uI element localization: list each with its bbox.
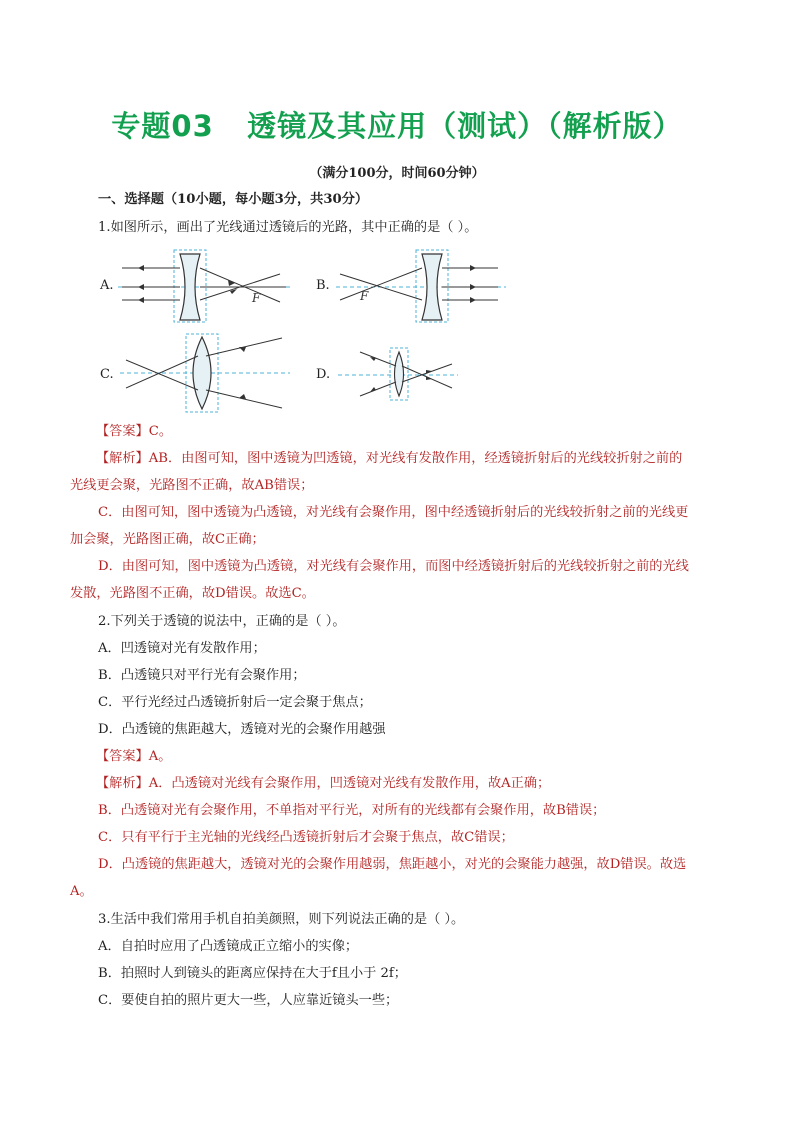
q2-option-c: C．平行光经过凸透镜折射后一定会聚于焦点； (98, 695, 372, 710)
q3-option-c: C．要使自拍的照片更大一些，人应靠近镜头一些； (98, 993, 399, 1008)
q1-analysis-line-1 (96, 449, 682, 469)
fig-c-label: C. (100, 367, 114, 382)
page-subtitle: （满分100分，时间60分钟） (309, 166, 485, 181)
analysis-tag: 【解析】 (96, 776, 149, 791)
q2-analysis-line-4: D．凸透镜的焦距越大，透镜对光的会聚作用越弱，焦距越小，对光的会聚能力越强，故D错误。故选 (98, 857, 687, 872)
answer-tag: 【答案】 (96, 749, 149, 764)
q1-analysis-line-5: D．由图可知，图中透镜为凸透镜，对光线有会聚作用，而图中经透镜折射后的光线较折射之前的光线 (98, 559, 689, 574)
q2-analysis-line-1 (96, 774, 550, 794)
q2-analysis-line-3: C．只有平行于主光轴的光线经凸透镜折射后才会聚于焦点，故C错误； (98, 830, 514, 845)
fig-a-label: A. (100, 278, 114, 293)
q2-analysis-line-5: A。 (70, 884, 93, 899)
answer-tag: 【答案】 (96, 424, 149, 439)
focus-label: F (252, 291, 261, 305)
fig-a-diagram (118, 244, 293, 326)
fig-d-diagram (338, 344, 458, 402)
q3-stem: 3.生活中我们常用手机自拍美颜照，则下列说法正确的是（ ）。 (98, 912, 465, 927)
q1-analysis-line-2: 光线更会聚，光路图不正确，故AB错误； (70, 478, 314, 493)
q1-stem: 1.如图所示，画出了光线通过透镜后的光路，其中正确的是（ ）。 (98, 220, 478, 235)
fig-b-diagram (336, 244, 506, 326)
q2-option-d: D．凸透镜的焦距越大，透镜对光的会聚作用越强 (98, 722, 386, 737)
analysis-text: AB．由图可知，图中透镜为凹透镜，对光线有发散作用，经透镜折射后的光线较折射之前的 (148, 451, 683, 466)
q2-option-a: A．凹透镜对光有发散作用； (98, 641, 266, 656)
q2-answer (96, 747, 171, 767)
fig-c-diagram (120, 332, 290, 414)
q1-analysis-line-4: 加会聚，光路图正确，故C正确； (70, 532, 265, 547)
focus-label-b: F (360, 289, 369, 303)
q3-option-b: B．拍照时人到镜头的距离应保持在大于f且小于 2f； (98, 966, 407, 981)
q1-analysis-line-3: C．由图可知，图中透镜为凸透镜，对光线有会聚作用，图中经透镜折射后的光线较折射之前的光线更 (98, 505, 689, 520)
q1-answer (96, 422, 172, 442)
q2-stem: 2.下列关于透镜的说法中，正确的是（ ）。 (98, 614, 346, 629)
analysis-text: A．凸透镜对光线有会聚作用，凹透镜对光线有发散作用，故A正确； (148, 776, 551, 791)
q2-analysis-line-2: B．凸透镜对光有会聚作用，不单指对平行光，对所有的光线都有会聚作用，故B错误； (98, 803, 606, 818)
q3-option-a: A．自拍时应用了凸透镜成正立缩小的实像； (98, 939, 359, 954)
fig-b-label: B. (316, 278, 330, 293)
page-title: 专题03 透镜及其应用（测试）（解析版） (111, 109, 683, 143)
analysis-tag: 【解析】 (96, 451, 149, 466)
section-heading: 一、选择题（10小题，每小题3分，共30分） (98, 192, 369, 207)
q2-option-b: B．凸透镜只对平行光有会聚作用； (98, 668, 306, 683)
answer-value: A。 (148, 749, 172, 764)
fig-d-label: D. (316, 367, 331, 382)
q1-analysis-line-6: 发散，光路图不正确，故D错误。故选C。 (70, 586, 315, 601)
answer-value: C。 (148, 424, 173, 439)
